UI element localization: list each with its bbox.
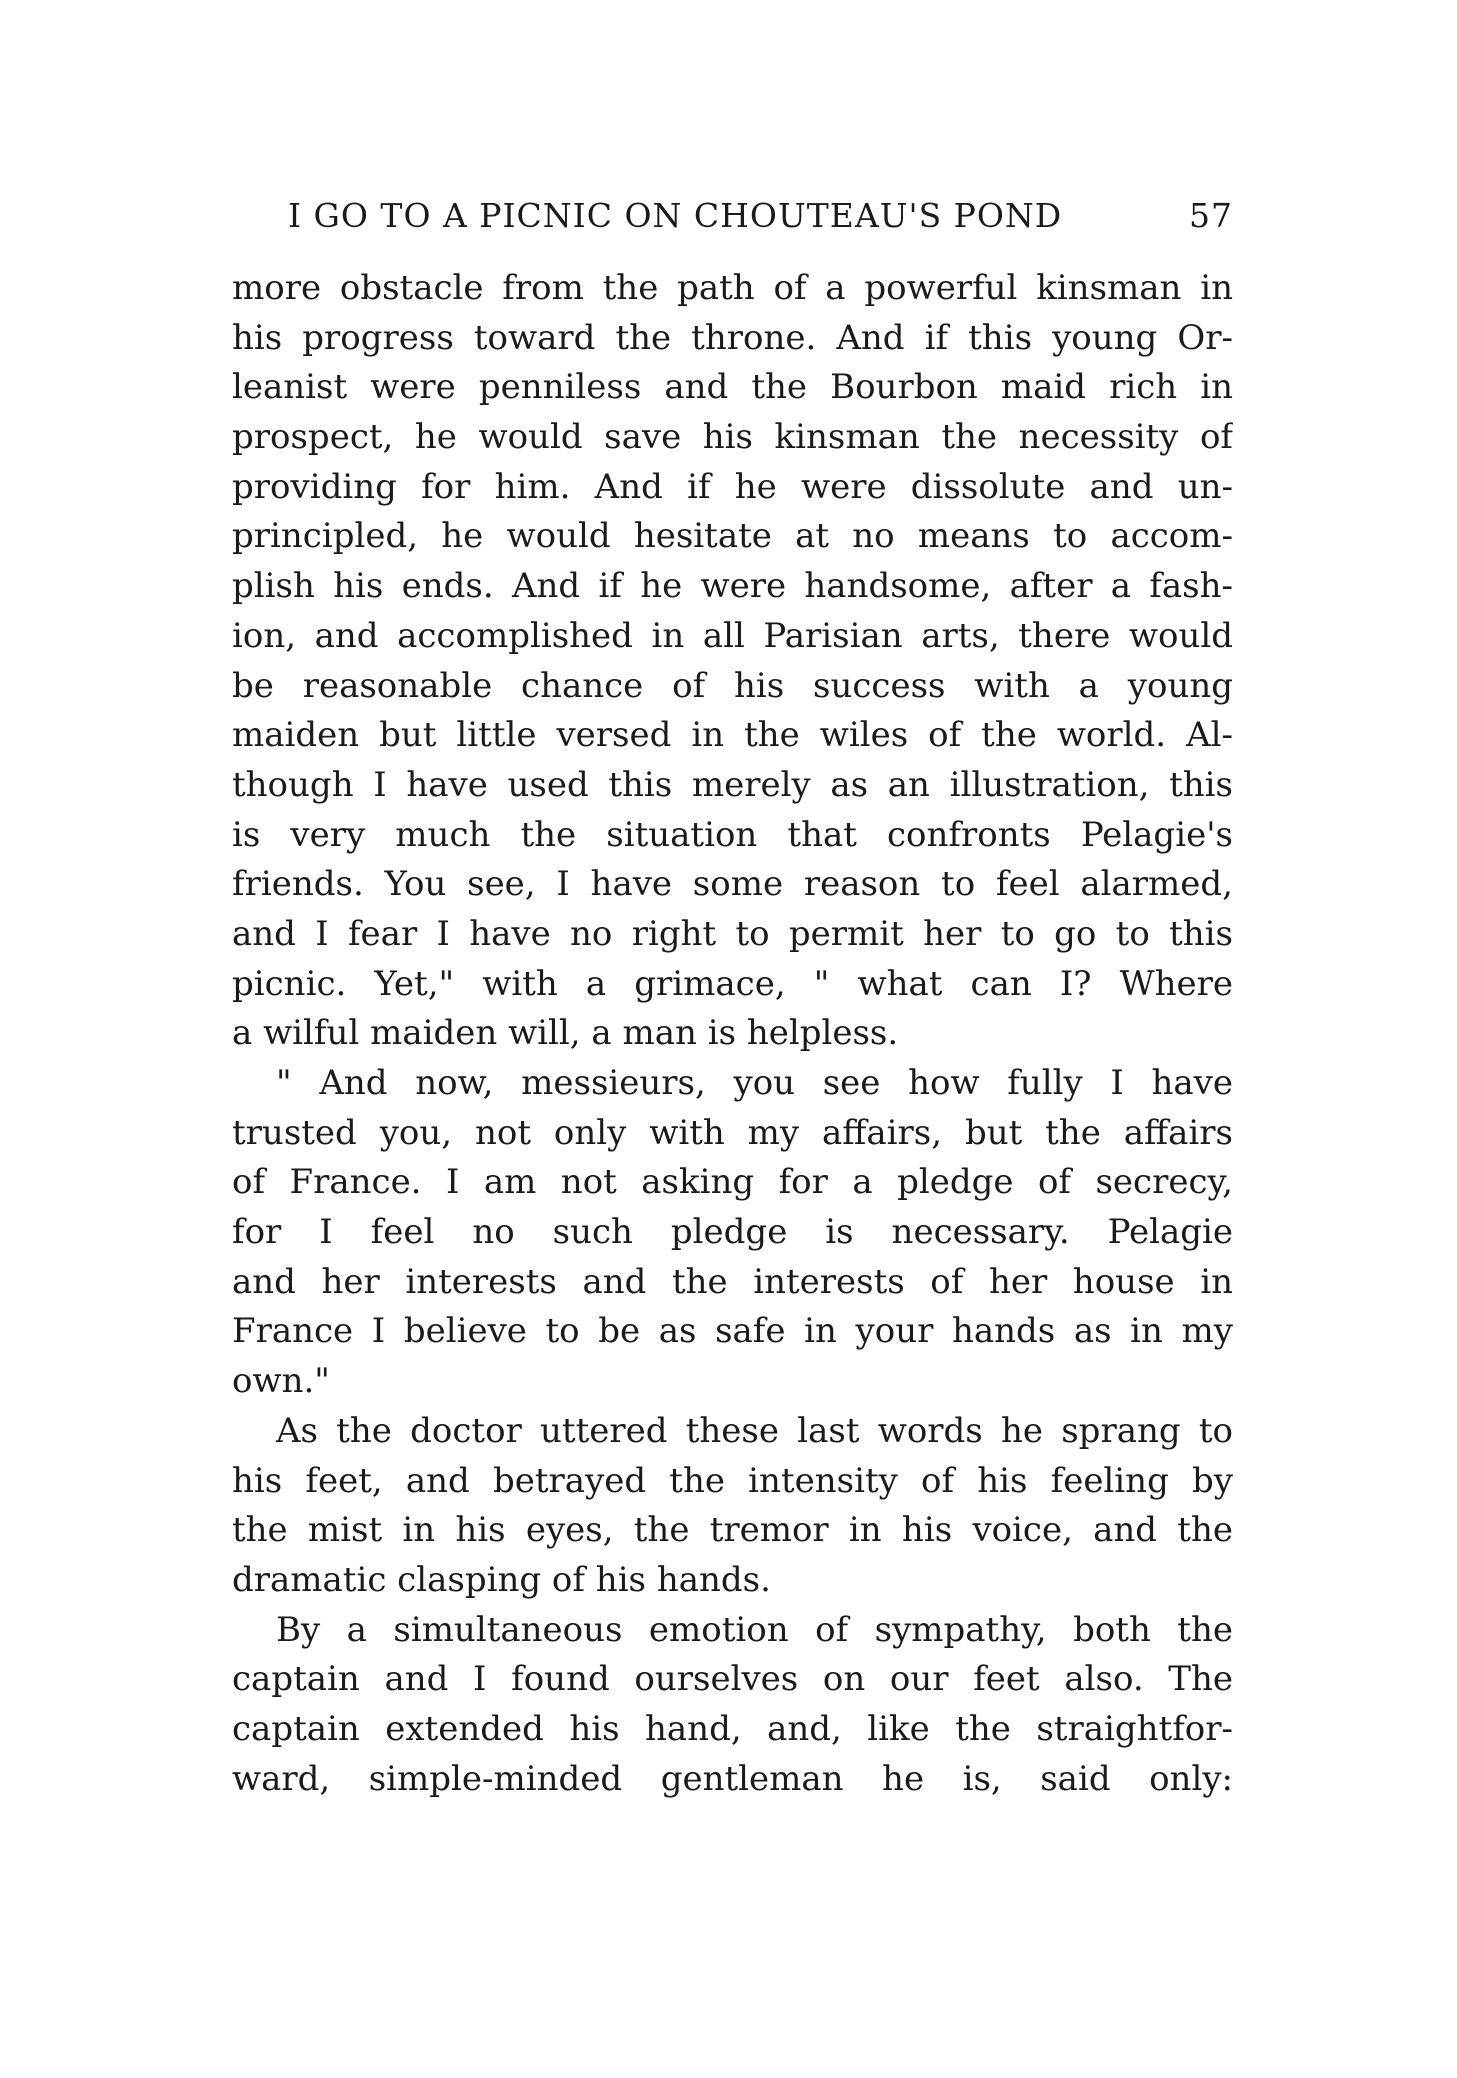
text-line: plish his ends. And if he were handsome, after a fash- xyxy=(232,566,1233,607)
text-line: for I feel no such pledge is necessary. Pelagie xyxy=(232,1212,1233,1253)
text-line: of France. I am not asking for a pledge of secrecy, xyxy=(232,1162,1233,1203)
text-line: more obstacle from the path of a powerful kinsman in xyxy=(232,268,1233,308)
text-line: captain and I found ourselves on our feet also. The xyxy=(232,1659,1233,1700)
text-line: captain extended his hand, and, like the straightfor- xyxy=(232,1708,1233,1749)
text-line: ion, and accomplished in all Parisian arts, there would xyxy=(232,615,1233,656)
text-line: a wilful maiden will, a man is helpless. xyxy=(232,1013,899,1054)
text-line: trusted you, not only with my affairs, but the affairs xyxy=(232,1112,1233,1153)
text-line: the mist in his eyes, the tremor in his voice, and the xyxy=(232,1510,1233,1551)
text-line: friends. You see, I have some reason to feel alarmed, xyxy=(232,864,1233,905)
page-header xyxy=(270,188,1233,244)
text-line: his feet, and betrayed the intensity of his feeling by xyxy=(232,1460,1233,1501)
text-line: providing for him. And if he were dissolute and un- xyxy=(232,466,1233,507)
text-line: and her interests and the interests of her house in xyxy=(232,1261,1233,1302)
body-text xyxy=(232,264,1233,1804)
text-line: maiden but little versed in the wiles of the world. Al- xyxy=(232,715,1233,756)
running-title: I GO TO A PICNIC ON CHOUTEAU'S POND xyxy=(288,196,1063,235)
text-line: By a simultaneous emotion of sympathy, both the xyxy=(276,1609,1233,1650)
text-line: his progress toward the throne. And if this young Or- xyxy=(232,317,1233,358)
page-number: 57 xyxy=(1189,196,1233,235)
paragraph xyxy=(232,264,1233,1059)
paragraph xyxy=(232,1059,1233,1407)
text-line: prospect, he would save his kinsman the necessity of xyxy=(232,417,1233,458)
text-line: ward, simple-minded gentleman he is, said only: xyxy=(232,1758,1233,1799)
text-line: is very much the situation that confronts Pelagie's xyxy=(232,814,1233,855)
paragraph xyxy=(232,1407,1233,1606)
paragraph xyxy=(232,1606,1233,1805)
text-line: and I fear I have no right to permit her to go to this xyxy=(232,913,1233,954)
text-line: As the doctor uttered these last words he sprang to xyxy=(276,1410,1233,1451)
text-line: leanist were penniless and the Bourbon maid rich in xyxy=(232,367,1233,408)
text-line: own." xyxy=(232,1361,330,1402)
text-line: " And now, messieurs, you see how fully I have xyxy=(276,1063,1233,1103)
text-line: though I have used this merely as an illustration, this xyxy=(232,764,1233,805)
text-line: picnic. Yet," with a grimace, " what can I? Where xyxy=(232,963,1233,1004)
text-line: dramatic clasping of his hands. xyxy=(232,1559,771,1600)
text-line: France I believe to be as safe in your hands as in my xyxy=(232,1311,1233,1352)
text-line: principled, he would hesitate at no means to accom- xyxy=(232,516,1233,557)
text-line: be reasonable chance of his success with a young xyxy=(232,665,1233,706)
